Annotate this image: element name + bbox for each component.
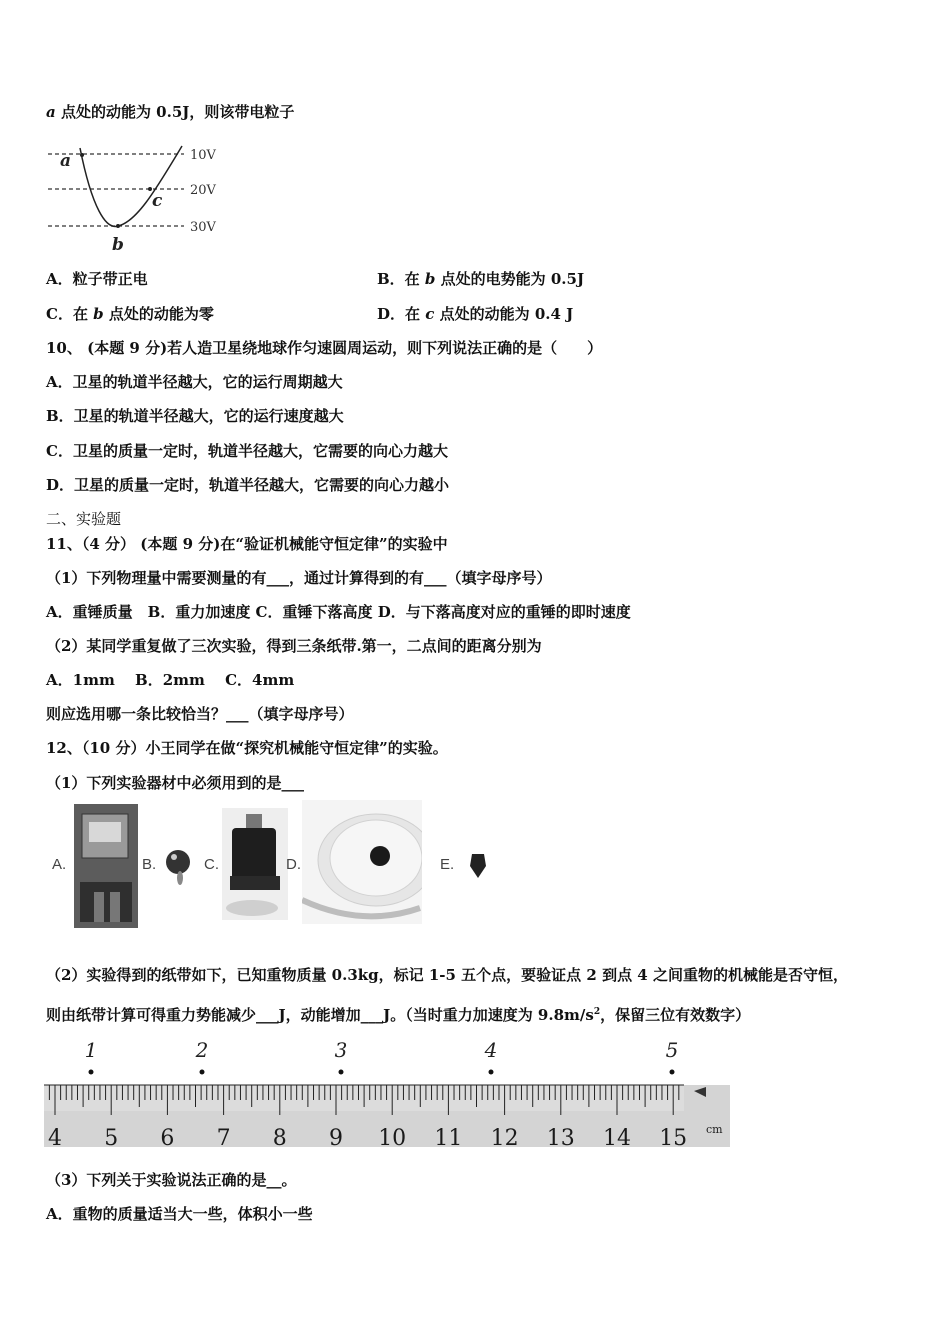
q9-option-a (46, 269, 148, 289)
q12-sub2-line2-pre: 则由纸带计算可得重力势能减少___J，动能增加___J。（当时重力加速度为 9.8m/s (46, 1006, 594, 1024)
paper-tape-ruler (44, 1035, 730, 1150)
q11-sub2-options: A．1mm B．2mm C．4mm (46, 671, 295, 689)
q11-sub2: （2）某同学重复做了三次实验，得到三条纸带.第一，二点间的距离分别为 (46, 637, 542, 655)
ruler-unit: cm (706, 1123, 723, 1136)
q12-sub2-sup: 2 (593, 1007, 601, 1017)
steel-ball-image (160, 846, 196, 886)
ruler-number: 5 (104, 1126, 119, 1150)
tape-mark-label: 2 (195, 1038, 209, 1062)
q11-sub2-question: 则应选用哪一条比较恰当？___（填字母序号） (46, 705, 354, 723)
q9-option-b-suffix: 点处的电势能为 0.5J (435, 270, 585, 288)
level-label-30v: 30V (190, 220, 216, 235)
q9-option-d-suffix: 点处的动能为 0.4 J (434, 305, 574, 323)
ruler-number: 9 (329, 1126, 343, 1150)
tape-dot (670, 1070, 675, 1075)
ruler-number: 11 (434, 1126, 463, 1150)
equip-label-a: A. (52, 856, 67, 873)
equipotential-figure (44, 138, 234, 258)
paper-tape-roll-image (302, 800, 422, 924)
q10-option-b: B．卫星的轨道半径越大，它的运行速度越大 (46, 407, 344, 425)
level-label-20v: 20V (190, 183, 216, 198)
tape-dot (339, 1070, 344, 1075)
weight-image (222, 808, 288, 920)
point-label-b: b (112, 235, 124, 255)
q11-stem: 11、（4 分） (本题 9 分)在“验证机械能守恒定律”的实验中 (46, 535, 448, 553)
q12-sub2-line1: （2）实验得到的纸带如下，已知重物质量 0.3kg，标记 1-5 五个点，要验证点 2 到点 4 之间重物的机械能是否守恒， (46, 966, 848, 984)
section-heading: 二、实验题 (46, 510, 122, 528)
q11-sub1: （1）下列物理量中需要测量的有___，通过计算得到的有___（填字母序号） (46, 569, 552, 587)
equip-label-d: D. (286, 856, 301, 873)
intro-var: a (46, 103, 56, 121)
q12-sub3: （3）下列关于实验说法正确的是__。 (46, 1171, 297, 1189)
ruler-number: 7 (216, 1126, 231, 1150)
q12-sub2-line2 (46, 1002, 750, 1025)
q9-option-d-var: c (425, 305, 435, 323)
q12-stem: 12、（10 分）小王同学在做“探究机械能守恒定律”的实验。 (46, 739, 448, 757)
q9-option-b (377, 269, 584, 289)
q9-option-c-prefix: C．在 (46, 305, 94, 323)
q10-option-a: A．卫星的轨道半径越大，它的运行周期越大 (46, 373, 343, 391)
ruler-number: 6 (160, 1126, 175, 1150)
clip-image (468, 852, 488, 882)
q9-option-b-prefix: B．在 (377, 270, 425, 288)
tape-dot (200, 1070, 205, 1075)
q9-option-c-var: b (93, 305, 104, 323)
ruler-number: 8 (272, 1126, 287, 1150)
q10-stem: 10、 (本题 9 分)若人造卫星绕地球作匀速圆周运动，则下列说法正确的是（ ） (46, 339, 603, 357)
point-label-a: a (60, 151, 72, 171)
tape-mark-label: 5 (665, 1038, 679, 1062)
q12-sub1: （1）下列实验器材中必须用到的是___ (46, 774, 304, 792)
particle-trajectory (80, 146, 182, 226)
ruler-number: 10 (378, 1126, 407, 1150)
q10-option-d: D．卫星的质量一定时，轨道半径越大，它需要的向心力越小 (46, 476, 450, 494)
q12-sub3-option-a: A．重物的质量适当大一些，体积小一些 (46, 1205, 313, 1223)
intro-text: 点处的动能为 0.5J，则该带电粒子 (55, 103, 295, 121)
tape-mark-label: 4 (484, 1038, 498, 1062)
equip-label-b: B. (142, 856, 157, 873)
ruler-number: 12 (490, 1126, 519, 1150)
equip-label-e: E. (440, 856, 455, 873)
q11-sub1-options: A．重锤质量 B．重力加速度 C．重锤下落高度 D．与下落高度对应的重锤的即时速度 (46, 603, 631, 621)
ruler-number: 14 (603, 1126, 631, 1150)
ruler-number: 4 (48, 1126, 62, 1150)
tape-mark-label: 1 (84, 1038, 98, 1062)
q9-option-d-prefix: D．在 (377, 305, 426, 323)
ruler-number: 13 (546, 1126, 575, 1150)
tape-mark-label: 3 (334, 1038, 348, 1062)
level-label-10v: 10V (190, 148, 216, 163)
q9-option-c-suffix: 点处的动能为零 (103, 305, 214, 323)
q12-sub2-line2-post: ，保留三位有效数字） (600, 1006, 751, 1024)
q10-option-c: C．卫星的质量一定时，轨道半径越大，它需要的向心力越大 (46, 442, 448, 460)
intro-line (46, 102, 294, 122)
q9-option-a-text: A．粒子带正电 (46, 270, 148, 288)
point-label-c: c (152, 191, 163, 211)
equip-label-c: C. (204, 856, 219, 873)
ruler-number: 15 (659, 1126, 688, 1150)
q9-option-b-var: b (424, 270, 436, 288)
tape-dot (89, 1070, 94, 1075)
q9-option-d (377, 304, 573, 324)
tape-dot (489, 1070, 494, 1075)
q9-option-c (46, 304, 214, 324)
equipment-figure (46, 800, 496, 930)
